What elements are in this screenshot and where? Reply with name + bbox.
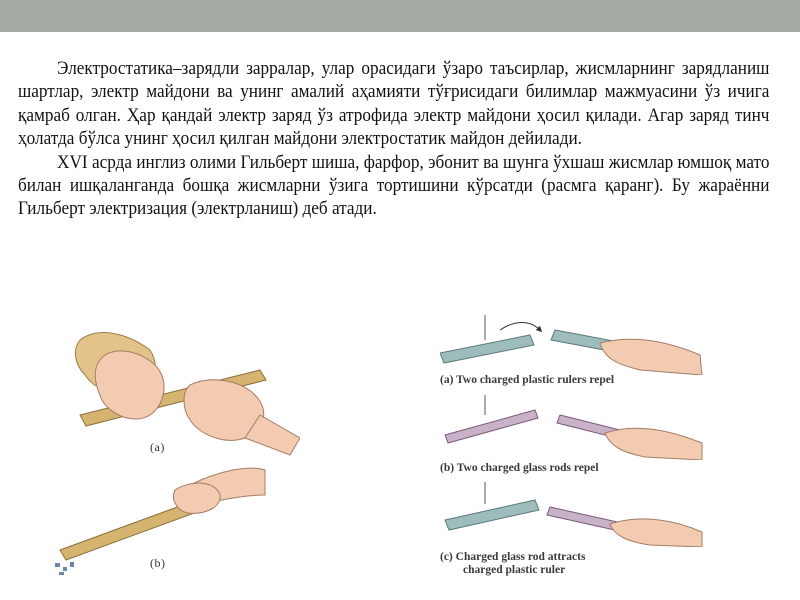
figure-label-a: (a) <box>150 440 165 454</box>
caption-b: (b) Two charged glass rods repel <box>440 462 599 474</box>
figure-rod-attracts-ruler <box>440 482 710 547</box>
caption-a: (a) Two charged plastic rulers repel <box>440 374 615 386</box>
figure-label-b: (b) <box>150 556 166 570</box>
figure-rulers-repel <box>440 315 710 375</box>
figure-glass-rods-repel <box>440 395 710 460</box>
body-text <box>18 58 769 222</box>
header-bar <box>0 0 800 32</box>
caption-c-line1: (c) Charged glass rod attracts <box>440 551 586 563</box>
paragraph-1: Электростатика–зарядли зарралар, улар орасидаги ўзаро таъсирлар, жисмларнинг зарядланиш шартлар, электр майдони ва унинг амалий аҳамияти тўғрисидаги билимлар мажмуасини ўз ичига қамраб олган. Ҳар қандай электр заряд ўз атрофида электр майдони ҳосил қилади. Агар заряд тинч ҳолатда бўлса унинг ҳосил қилган майдони электростатик майдон дейилади. <box>18 59 770 150</box>
caption-c-line2: charged plastic ruler <box>463 564 566 576</box>
figure-rubbing-ruler <box>60 320 300 460</box>
paragraph-2: XVI асрда инглиз олими Гильберт шиша, фарфор, эбонит ва шунга ўхшаш жисмлар юмшоқ мато билан ишқаланганда бошқа жисмларни ўзига тортишини кўрсатди (расмга қаранг). Бу жараённи Гильберт электризация (электрланиш) деб атади. <box>18 152 770 220</box>
